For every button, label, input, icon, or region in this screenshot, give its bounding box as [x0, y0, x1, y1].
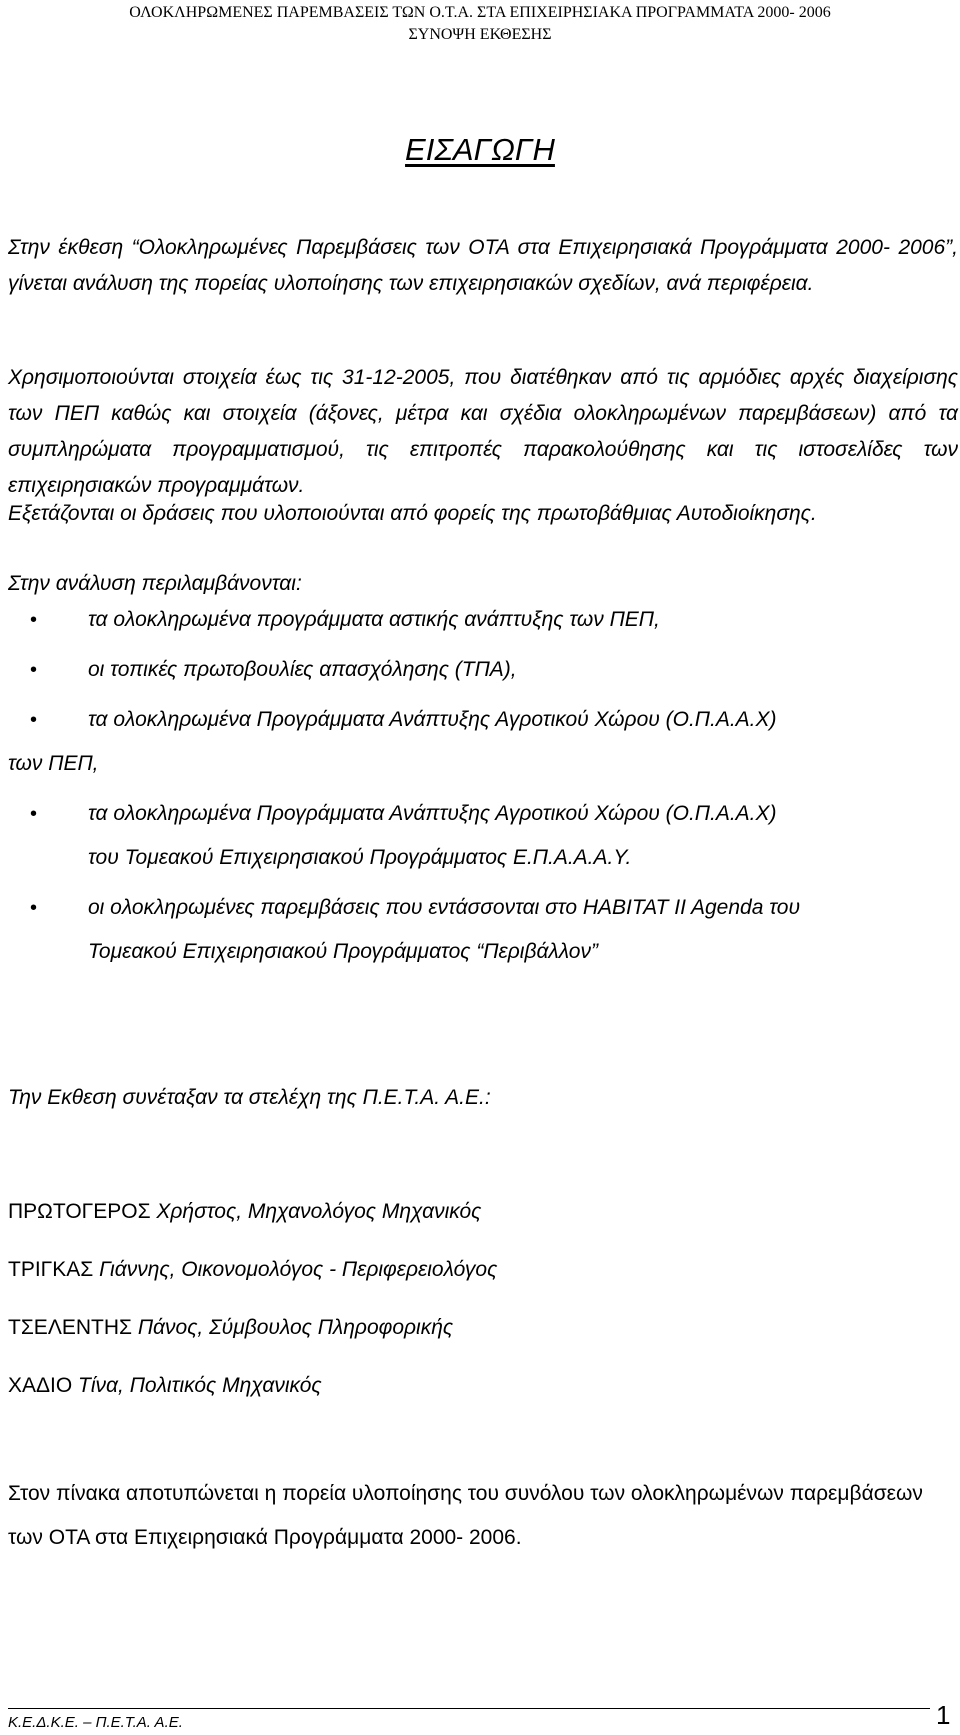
list-item-continuation: του Τομεακού Επιχειρησιακού Προγράμματος Ε.Π.Α.Α.Α.Υ. [88, 846, 632, 869]
list-item-continuation: Τομεακού Επιχειρησιακού Προγράμματος “Περιβάλλον” [88, 940, 598, 963]
header-line-2: ΣΥΝΟΨΗ ΕΚΘΕΣΗΣ [408, 26, 552, 43]
paragraph-data-sources: Χρησιμοποιούνται στοιχεία έως τις 31-12-2005, που διατέθηκαν από τις αρμόδιες αρχές διαχείρισης των ΠΕΠ καθώς και στοιχεία (άξονες, μέτρα και σχέδια ολοκληρωμένων παρεμβάσεων) από τα συμπληρώματα προγραμματισμού, τις επιτροπές παρακολούθησης και τις ιστοσελίδες των επιχειρησιακών προγραμμάτων. [8, 366, 958, 497]
bullet-icon: • [30, 897, 38, 919]
list-item-continuation: των ΠΕΠ, [8, 752, 99, 775]
list-item [8, 886, 958, 974]
bullet-icon: • [30, 709, 38, 731]
list-item-text: οι τοπικές πρωτοβουλίες απασχόλησης (ΤΠΑ), [88, 658, 517, 681]
list-item [8, 598, 958, 642]
list-item-text: τα ολοκληρωμένα Προγράμματα Ανάπτυξης Αγροτικού Χώρου (Ο.Π.Α.Α.Χ) [88, 708, 777, 731]
staff-member [8, 1258, 497, 1282]
staff-member [8, 1374, 322, 1398]
section-title: ΕΙΣΑΓΩΓΗ [405, 132, 555, 167]
header-line-1: ΟΛΟΚΛΗΡΩΜΕΝΕΣ ΠΑΡΕΜΒΑΣΕΙΣ ΤΩΝ Ο.Τ.Α. ΣΤΑ ΕΠΙΧΕΙΡΗΣΙΑΚΑ ΠΡΟΓΡΑΜΜΑΤΑ 2000- 2006 [129, 4, 831, 21]
bullet-icon: • [30, 803, 38, 825]
paragraph-table-note: Στον πίνακα αποτυπώνεται η πορεία υλοποίησης του συνόλου των ολοκληρωμένων παρεμβάσεων των ΟΤΑ στα Επιχειρησιακά Προγράμματα 2000- 2006. [8, 1482, 923, 1549]
bullet-icon: • [30, 609, 38, 631]
list-item-text: τα ολοκληρωμένα προγράμματα αστικής ανάπτυξης των ΠΕΠ, [88, 608, 660, 631]
footer-divider [8, 1708, 930, 1709]
staff-surname: ΤΡΙΓΚΑΣ [8, 1258, 94, 1281]
running-header [0, 2, 960, 46]
paragraph-analysis-includes: Στην ανάλυση περιλαμβάνονται: [8, 572, 302, 595]
staff-surname: ΤΣΕΛΕΝΤΗΣ [8, 1316, 132, 1339]
composed-by-line: Την Εκθεση συνέταξαν τα στελέχη της Π.Ε.Τ.Α. Α.Ε.: [8, 1086, 491, 1109]
list-item-text: οι ολοκληρωμένες παρεμβάσεις που εντάσσονται στο HABITAT II Agenda του [88, 896, 800, 919]
list-item [8, 648, 958, 692]
footer-organization: Κ.Ε.Δ.Κ.Ε. – Π.Ε.Τ.Α. Α.Ε. [8, 1714, 183, 1731]
staff-details: Τίνα, Πολιτικός Μηχανικός [72, 1374, 322, 1397]
paragraph-intro: Στην έκθεση “Ολοκληρωμένες Παρεμβάσεις των ΟΤΑ στα Επιχειρησιακά Προγράμματα 2000- 2006”, γίνεται ανάλυση της πορείας υλοποίησης των επιχειρησιακών σχεδίων, ανά περιφέρεια. [8, 236, 958, 295]
staff-surname: ΧΑΔΙΟ [8, 1374, 73, 1397]
staff-details: Χρήστος, Μηχανολόγος Μηχανικός [150, 1200, 482, 1223]
page-number: 1 [936, 1700, 951, 1730]
staff-surname: ΠΡΩΤΟΓΕΡΟΣ [8, 1200, 151, 1223]
bullet-icon: • [30, 659, 38, 681]
list-item-text: τα ολοκληρωμένα Προγράμματα Ανάπτυξης Αγροτικού Χώρου (Ο.Π.Α.Α.Χ) [88, 802, 777, 825]
staff-member [8, 1200, 481, 1224]
paragraph-scope: Εξετάζονται οι δράσεις που υλοποιούνται από φορείς της πρωτοβάθμιας Αυτοδιοίκησης. [8, 502, 817, 525]
staff-details: Γιάννης, Οικονομολόγος - Περιφερειολόγος [93, 1258, 498, 1281]
staff-details: Πάνος, Σύμβουλος Πληροφορικής [132, 1316, 454, 1339]
list-item [8, 792, 958, 880]
list-item [8, 698, 958, 786]
analysis-list [8, 598, 958, 980]
staff-member [8, 1316, 453, 1340]
